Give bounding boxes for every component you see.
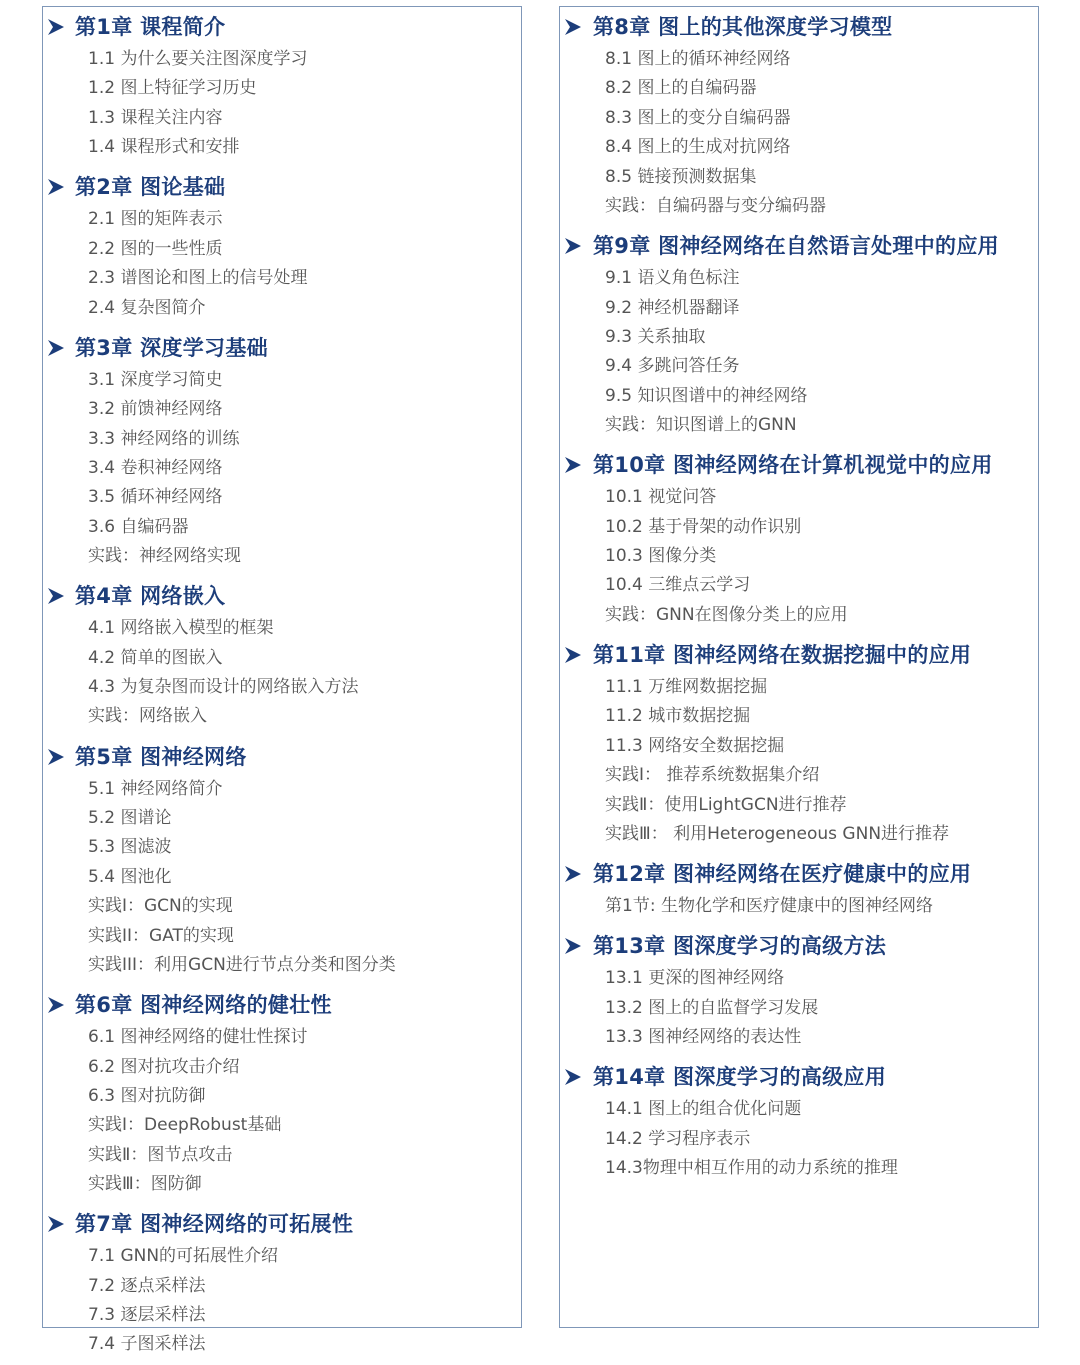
chapter-title: 第12章 图神经网络在医疗健康中的应用 [593, 862, 972, 887]
section-list [43, 45, 521, 163]
section-item: 9.3 关系抽取 [605, 326, 706, 347]
section-list [560, 483, 1038, 630]
chapter-section [560, 1057, 1038, 1188]
arrowhead-icon [47, 177, 65, 195]
section-list [43, 775, 521, 981]
arrowhead-icon [47, 995, 65, 1013]
arrowhead-icon [47, 338, 65, 356]
section-item: 8.1 图上的循环神经网络 [605, 49, 791, 69]
left-syllabus-panel [42, 6, 522, 1355]
section-list [560, 45, 1038, 221]
section-item: 3.1 深度学习简史 [88, 369, 223, 390]
chapter-title: 第2章 图论基础 [75, 175, 226, 200]
section-item: 6.1 图神经网络的健壮性探讨 [88, 1027, 308, 1048]
section-item: 第1节: 生物化学和医疗健康中的图神经网络 [605, 896, 933, 917]
section-item: 1.4 课程形式和安排 [88, 137, 240, 158]
chapter-heading [43, 1204, 521, 1242]
section-item: 7.4 子图采样法 [88, 1334, 206, 1355]
section-item: 8.3 图上的变分自编码器 [605, 107, 791, 128]
arrowhead-icon [47, 17, 65, 35]
section-item: 2.4 复杂图简介 [88, 297, 206, 318]
arrowhead-icon [564, 936, 582, 954]
chapter-section [560, 226, 1038, 445]
chapter-heading [560, 7, 1038, 45]
section-item: 实践：神经网络实现 [88, 546, 241, 567]
chapter-section [43, 737, 521, 986]
section-item: 实践Ⅰ：DeepRobust基础 [88, 1115, 282, 1136]
chapter-section [560, 635, 1038, 854]
section-list [560, 264, 1038, 440]
section-item: 实践II：GAT的实现 [88, 925, 234, 946]
chapter-section [560, 445, 1038, 635]
arrowhead-icon [564, 17, 582, 35]
section-item: 3.6 自编码器 [88, 516, 189, 537]
chapter-heading [43, 985, 521, 1023]
section-item: 11.1 万维网数据挖掘 [605, 677, 768, 698]
section-item: 实践：自编码器与变分编码器 [605, 195, 826, 216]
section-item: 8.4 图上的生成对抗网络 [605, 137, 791, 158]
section-item: 8.2 图上的自编码器 [605, 78, 757, 99]
chapter-heading [43, 737, 521, 775]
section-item: 4.2 简单的图嵌入 [88, 647, 223, 668]
section-item: 9.5 知识图谱中的神经网络 [605, 385, 808, 406]
section-item: 5.2 图谱论 [88, 808, 172, 828]
section-list [560, 892, 1038, 921]
section-item: 10.4 三维点云学习 [605, 575, 751, 596]
section-item: 3.2 前馈神经网络 [88, 399, 223, 420]
chapter-section [43, 7, 521, 167]
chapter-heading [43, 328, 521, 366]
right-syllabus-panel [559, 6, 1039, 1328]
arrowhead-icon [47, 586, 65, 604]
section-item: 实践Ⅱ：使用LightGCN进行推荐 [605, 794, 847, 815]
arrowhead-icon [47, 747, 65, 765]
section-item: 4.3 为复杂图而设计的网络嵌入方法 [88, 677, 359, 698]
section-item: 实践：知识图谱上的GNN [605, 415, 797, 436]
chapter-section [560, 854, 1038, 926]
section-list [560, 673, 1038, 849]
chapter-title: 第3章 深度学习基础 [75, 335, 268, 360]
section-item: 14.2 学习程序表示 [605, 1128, 751, 1149]
arrowhead-icon [47, 1214, 65, 1232]
section-item: 1.2 图上特征学习历史 [88, 78, 257, 99]
section-item: 实践：网络嵌入 [88, 706, 207, 727]
section-list [560, 964, 1038, 1052]
section-item: 5.3 图滤波 [88, 837, 172, 858]
section-item: 5.1 神经网络简介 [88, 778, 223, 799]
section-item: 14.3物理中相互作用的动力系统的推理 [605, 1158, 898, 1179]
chapter-title: 第4章 网络嵌入 [75, 584, 226, 609]
section-item: 10.1 视觉问答 [605, 487, 717, 508]
section-item: 6.2 图对抗攻击介绍 [88, 1056, 240, 1077]
section-item: 7.3 逐层采样法 [88, 1305, 206, 1326]
section-list [43, 1023, 521, 1199]
section-item: 1.1 为什么要关注图深度学习 [88, 49, 308, 69]
section-item: 实践III：利用GCN进行节点分类和图分类 [88, 954, 396, 975]
arrowhead-icon [564, 645, 582, 663]
section-item: 7.1 GNN的可拓展性介绍 [88, 1246, 279, 1267]
chapter-heading [43, 7, 521, 45]
section-item: 10.2 基于骨架的动作识别 [605, 516, 802, 537]
section-item: 11.2 城市数据挖掘 [605, 706, 751, 727]
arrowhead-icon [564, 455, 582, 473]
section-item: 1.3 课程关注内容 [88, 107, 223, 128]
section-item: 10.3 图像分类 [605, 546, 717, 567]
chapter-heading [560, 445, 1038, 483]
section-item: 4.1 网络嵌入模型的框架 [88, 618, 274, 639]
chapter-title: 第7章 图神经网络的可拓展性 [75, 1212, 354, 1237]
section-item: 6.3 图对抗防御 [88, 1085, 206, 1106]
section-list [560, 1095, 1038, 1183]
section-item: 实践：GNN在图像分类上的应用 [605, 604, 848, 625]
chapter-title: 第1章 课程简介 [75, 15, 226, 39]
section-item: 实践Ⅲ：图防御 [88, 1174, 202, 1195]
chapter-heading [560, 226, 1038, 264]
section-item: 8.5 链接预测数据集 [605, 166, 757, 187]
section-item: 2.2 图的一些性质 [88, 238, 223, 259]
section-item: 实践Ⅰ： 推荐系统数据集介绍 [605, 765, 820, 786]
chapter-heading [560, 926, 1038, 964]
chapter-title: 第6章 图神经网络的健壮性 [75, 993, 332, 1018]
arrowhead-icon [564, 864, 582, 882]
chapter-heading [43, 167, 521, 205]
chapter-title: 第5章 图神经网络 [75, 744, 247, 769]
arrowhead-icon [564, 236, 582, 254]
section-list [43, 1242, 521, 1360]
section-item: 2.3 谱图论和图上的信号处理 [88, 268, 308, 289]
chapter-section [560, 926, 1038, 1057]
chapter-section [43, 167, 521, 327]
section-item: 3.3 神经网络的训练 [88, 428, 240, 449]
section-list [43, 205, 521, 323]
section-list [43, 366, 521, 572]
section-item: 13.1 更深的图神经网络 [605, 968, 785, 989]
chapter-section [43, 576, 521, 736]
chapter-title: 第9章 图神经网络在自然语言处理中的应用 [593, 234, 999, 259]
chapter-section [43, 985, 521, 1204]
chapter-section [43, 328, 521, 577]
chapter-section [43, 1204, 521, 1364]
chapter-heading [560, 1057, 1038, 1095]
section-item: 13.3 图神经网络的表达性 [605, 1027, 802, 1048]
chapter-title: 第10章 图神经网络在计算机视觉中的应用 [593, 453, 993, 478]
section-item: 5.4 图池化 [88, 866, 172, 887]
chapter-title: 第11章 图神经网络在数据挖掘中的应用 [593, 643, 972, 668]
section-item: 14.1 图上的组合优化问题 [605, 1099, 802, 1120]
chapter-title: 第8章 图上的其他深度学习模型 [593, 15, 893, 39]
section-item: 实践Ⅲ： 利用Heterogeneous GNN进行推荐 [605, 823, 950, 844]
section-item: 3.4 卷积神经网络 [88, 457, 223, 478]
chapter-heading [43, 576, 521, 614]
chapter-heading [560, 854, 1038, 892]
section-item: 9.2 神经机器翻译 [605, 297, 740, 318]
section-item: 7.2 逐点采样法 [88, 1275, 206, 1296]
section-item: 9.1 语义角色标注 [605, 268, 740, 289]
chapter-title: 第13章 图深度学习的高级方法 [593, 934, 887, 959]
section-item: 2.1 图的矩阵表示 [88, 209, 223, 230]
section-item: 9.4 多跳问答任务 [605, 356, 740, 377]
section-item: 11.3 网络安全数据挖掘 [605, 735, 785, 756]
chapter-heading [560, 635, 1038, 673]
section-item: 实践Ⅱ：图节点攻击 [88, 1144, 233, 1165]
arrowhead-icon [564, 1067, 582, 1085]
section-list [43, 614, 521, 732]
chapter-title: 第14章 图深度学习的高级应用 [593, 1065, 887, 1090]
section-item: 3.5 循环神经网络 [88, 487, 223, 508]
section-item: 实践I：GCN的实现 [88, 896, 233, 917]
chapter-section [560, 7, 1038, 226]
section-item: 13.2 图上的自监督学习发展 [605, 997, 819, 1018]
